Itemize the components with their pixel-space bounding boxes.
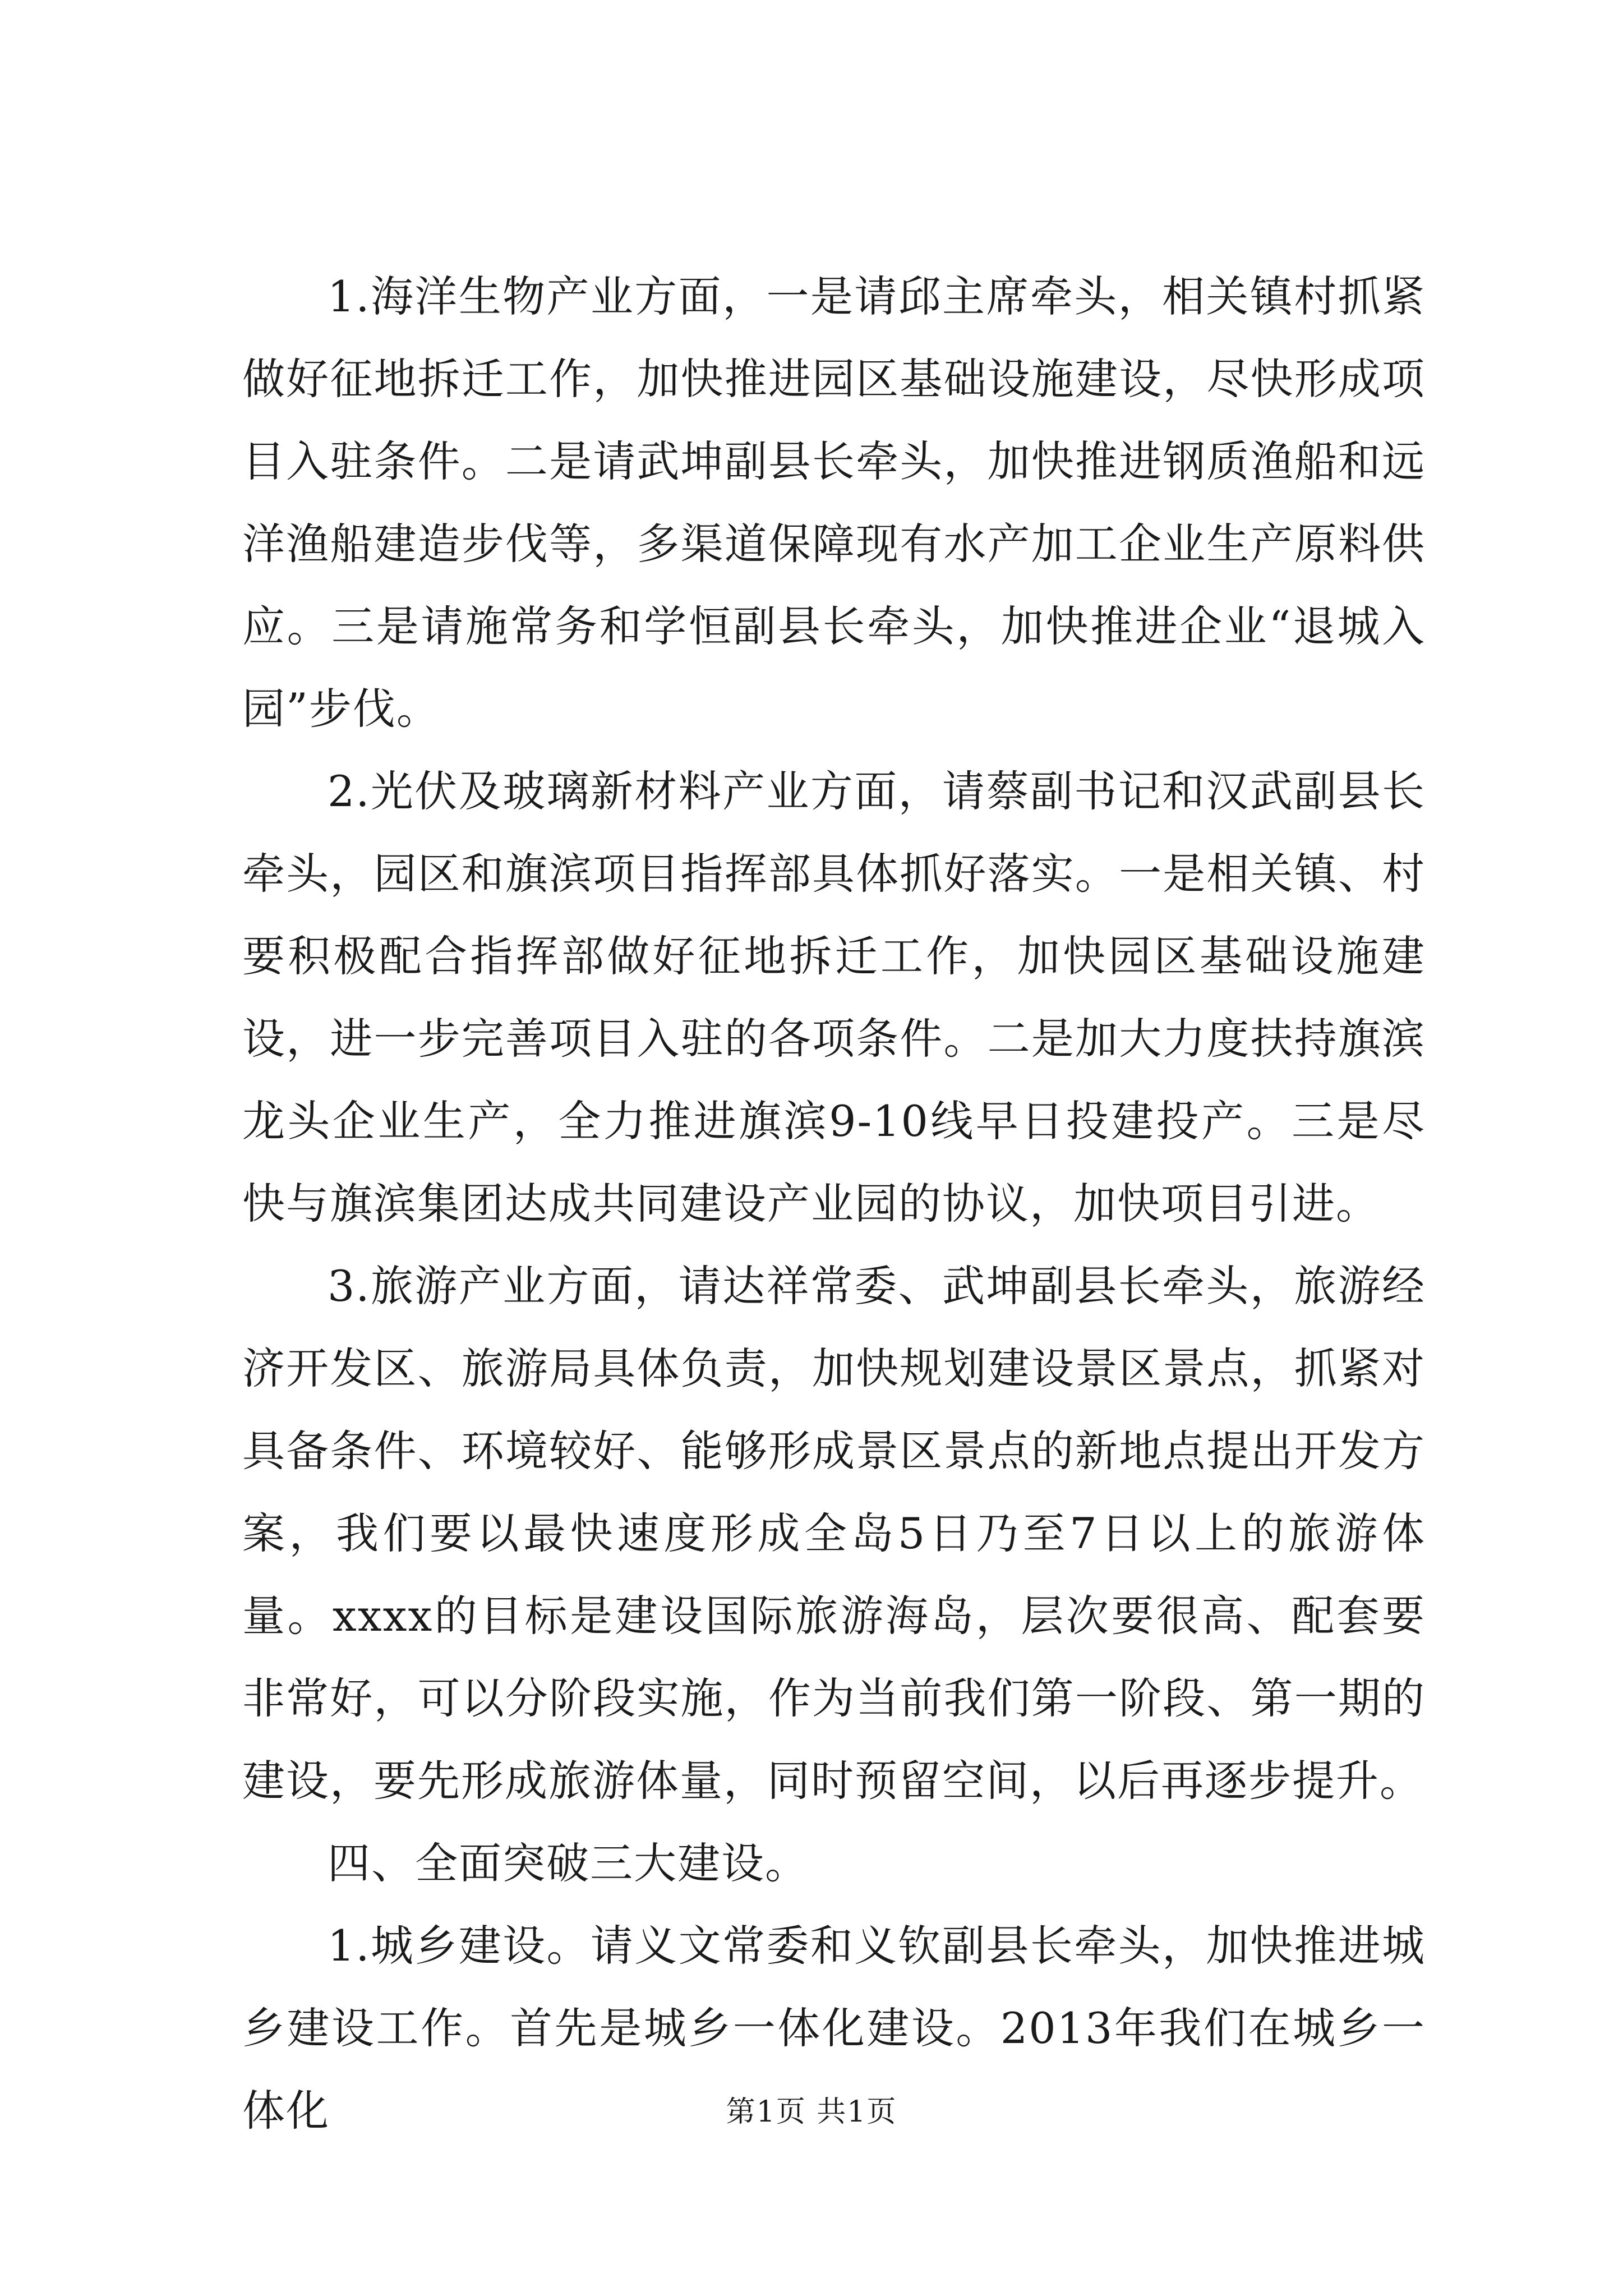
paragraph-tourism: 3.旅游产业方面，请达祥常委、武坤副县长牵头，旅游经济开发区、旅游局具体负责，加快规划建设景区景点，抓紧对具备条件、环境较好、能够形成景区景点的新地点提出开发方案，我们要以最快速度形成全岛5日乃至7日以上的旅游体量。xxxx的目标是建设国际旅游海岛，层次要很高、配套要非常好，可以分阶段实施，作为当前我们第一阶段、第一期的建设，要先形成旅游体量，同时预留空间，以后再逐步提升。 (242, 1261, 1426, 1806)
paragraph-photovoltaic-glass: 2.光伏及玻璃新材料产业方面，请蔡副书记和汉武副县长牵头，园区和旗滨项目指挥部具体抓好落实。一是相关镇、村要积极配合指挥部做好征地拆迁工作，加快园区基础设施建设，进一步完善项目入驻的各项条件。二是加大力度扶持旗滨龙头企业生产，全力推进旗滨9-10线早日投建投产。三是尽快与旗滨集团达成共同建设产业园的协议，加快项目引进。 (242, 766, 1426, 1228)
paragraph-marine-biology: 1.海洋生物产业方面，一是请邱主席牵头，相关镇村抓紧做好征地拆迁工作，加快推进园区基础设施建设，尽快形成项目入驻条件。二是请武坤副县长牵头，加快推进钢质渔船和远洋渔船建造步伐等，多渠道保障现有水产加工企业生产原料供应。三是请施常务和学恒副县长牵头，加快推进企业“退城入园”步伐。 (242, 272, 1426, 734)
paragraph-urban-rural: 1.城乡建设。请义文常委和义钦副县长牵头，加快推进城乡建设工作。首先是城乡一体化建设。2013年我们在城乡一体化 (242, 1921, 1426, 2136)
page-footer: 第1页 共1页 (726, 2095, 897, 2129)
document-body (242, 255, 1426, 2152)
section-heading-four: 四、全面突破三大建设。 (328, 1838, 809, 1888)
